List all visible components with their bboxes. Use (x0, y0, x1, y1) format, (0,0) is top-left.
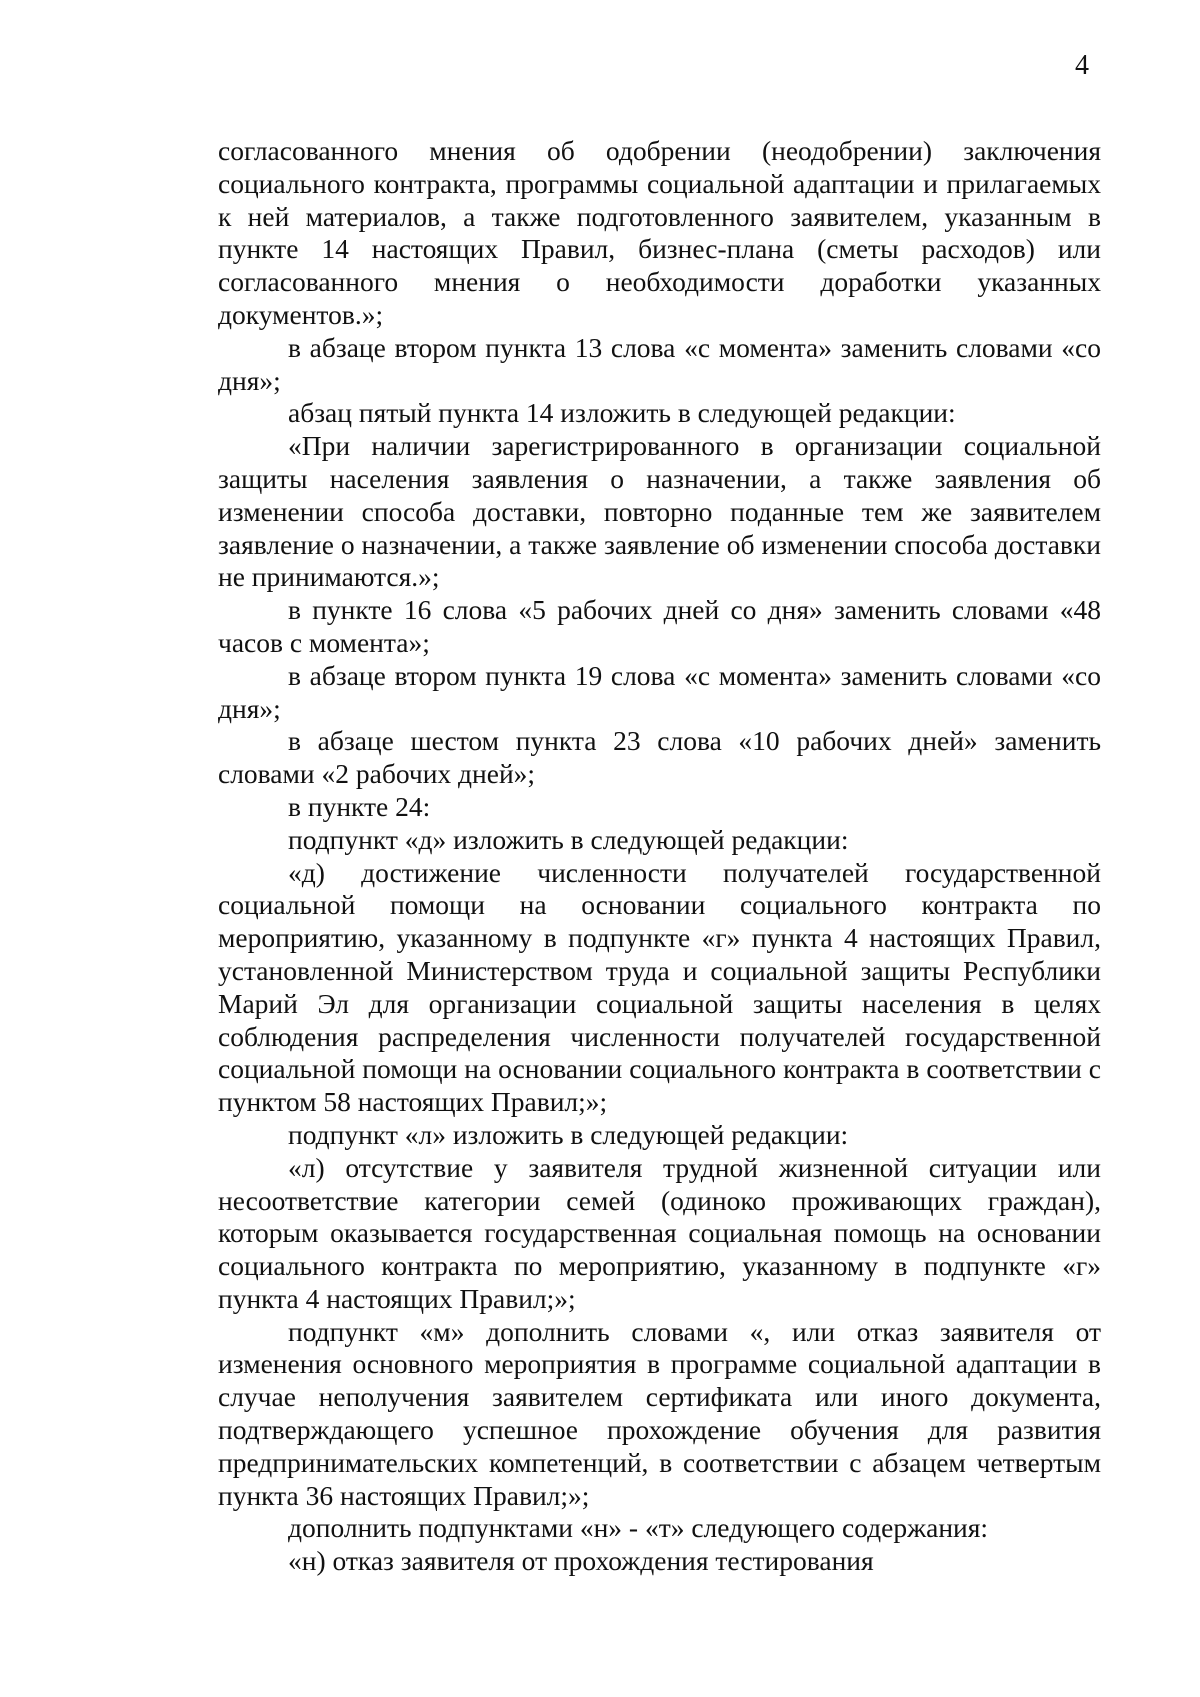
paragraph-10: «д) достижение численности получателей государственной социальной помощи на основании социального контракта по мероприятию, указанному в подпункте «г» пункта 4 настоящих Правил, установленной Министерством труда и социальной защиты Республики Марий Эл для организации социальной защиты населения в целях соблюдения распределения численности получателей государственной социальной помощи на основании социального контракта в соответствии с пунктом 58 настоящих Правил;»; (218, 856, 1101, 1118)
page-number: 4 (1075, 50, 1089, 81)
paragraph-7: в абзаце шестом пункта 23 слова «10 рабочих дней» заменить словами «2 рабочих дней»; (218, 725, 1101, 790)
paragraph-4: «При наличии зарегистрированного в организации социальной защиты населения заявления о назначении, а также заявления об изменении способа доставки, повторно поданные тем же заявителем заявление о назначении, а также заявление об изменении способа доставки не принимаются.»; (218, 430, 1101, 593)
paragraph-11: подпункт «л» изложить в следующей редакции: (288, 1118, 849, 1150)
paragraph-9: подпункт «д» изложить в следующей редакции: (288, 823, 849, 855)
paragraph-14: дополнить подпунктами «н» - «т» следующего содержания: (288, 1512, 989, 1544)
paragraph-5: в пункте 16 слова «5 рабочих дней со дня» заменить словами «48 часов с момента»; (218, 594, 1101, 658)
document-body (218, 135, 1101, 1578)
paragraph-8: в пункте 24: (288, 790, 431, 822)
paragraph-2: в абзаце втором пункта 13 слова «с момента» заменить словами «со дня»; (218, 331, 1101, 396)
paragraph-12: «л) отсутствие у заявителя трудной жизненной ситуации или несоответствие категории семей (одиноко проживающих граждан), которым оказывается государственная социальная помощь на основании социального контракта по мероприятию, указанному в подпункте «г» пункта 4 настоящих Правил;»; (218, 1151, 1101, 1314)
paragraph-3: абзац пятый пункта 14 изложить в следующей редакции: (288, 397, 956, 429)
paragraph-1: согласованного мнения об одобрении (неодобрении) заключения социального контракта, программы социальной адаптации и прилагаемых к ней материалов, а также подготовленного заявителем, указанным в пункте 14 настоящих Правил, бизнес-плана (сметы расходов) или согласованного мнения о необходимости доработки указанных документов.»; (218, 135, 1101, 330)
paragraph-6: в абзаце втором пункта 19 слова «с момента» заменить словами «со дня»; (218, 659, 1101, 724)
paragraph-13: подпункт «м» дополнить словами «, или отказ заявителя от изменения основного мероприятия в программе социальной адаптации в случае неполучения заявителем сертификата или иного документа, подтверждающего успешное прохождение обучения для развития предпринимательских компетенций, в соответствии с абзацем четвертым пункта 36 настоящих Правил;»; (218, 1315, 1101, 1511)
paragraph-15: «н) отказ заявителя от прохождения тестирования (288, 1545, 874, 1577)
